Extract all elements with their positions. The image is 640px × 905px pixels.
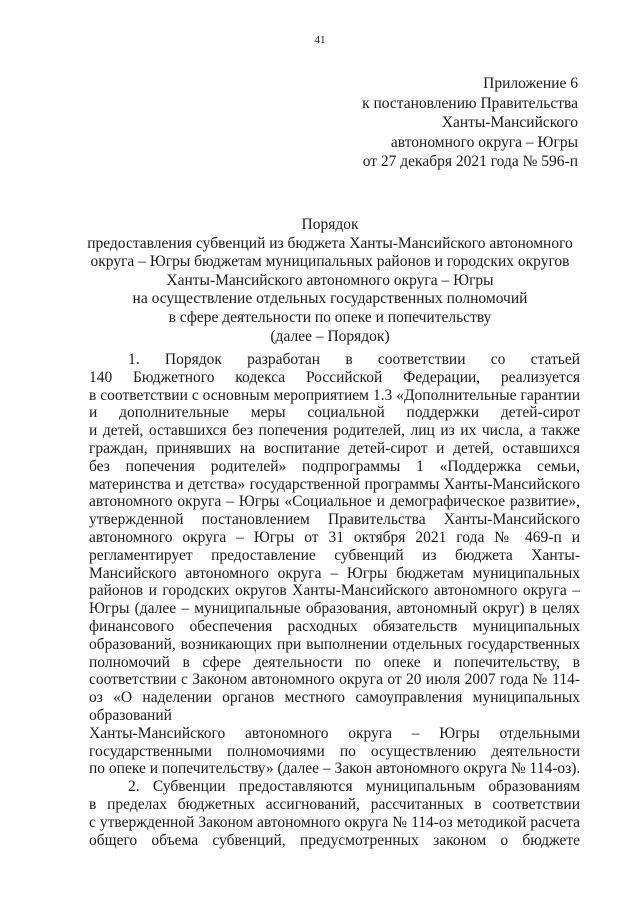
text-line: Ханты-Мансийского автономного округа – Югры отдельными (89, 724, 580, 742)
text-line: автономного округа – Югры «Социальное и демографическое развитие», (89, 493, 580, 511)
title-line: (далее – Порядок) (270, 327, 390, 345)
text-line: государственными полномочиями по осуществлению деятельности (89, 742, 580, 760)
text-line: регламентирует предоставление субвенций из бюджета Ханты- (89, 546, 580, 564)
text-line: полномочий в сфере деятельности по опеке и попечительству, в (89, 653, 580, 671)
title-line: Порядок (301, 216, 359, 233)
text-line: и детей, оставшихся без попечения родителей, лиц из их числа, а также (89, 422, 580, 440)
text-line: оз «О наделении органов местного самоуправления муниципальных (89, 689, 580, 707)
text-line: Югры (далее – муниципальные образования, автономный округ) в целях (89, 600, 580, 618)
text-line: без попечения родителей» подпрограммы 1 «Поддержка семьи, (89, 457, 580, 475)
text-line: образований (89, 706, 172, 724)
text-line: утвержденной постановлением Правительства Ханты-Мансийского (89, 511, 580, 529)
text-line: районов и городских округов Ханты-Мансийского автономного округа – (89, 582, 580, 600)
text-line: и дополнительные меры социальной поддержки детей-сирот (89, 404, 580, 422)
text-line: соответствии с Законом автономного округа от 20 июля 2007 года № 114- (89, 671, 580, 689)
text-line: образований, возникающих при выполнении отдельных государственных (89, 635, 580, 653)
text-line: граждан, принявших на воспитание детей-сирот и детей, оставшихся (89, 439, 580, 457)
text-line: 2. Субвенции предоставляются муниципальным образованиям (128, 778, 580, 796)
text-line: в соответствии с основным мероприятием 1.3 «Дополнительные гарантии (89, 386, 580, 404)
title-line: на осуществление отдельных государственных полномочий (132, 290, 528, 308)
appendix-line: к постановлению Правительства (362, 94, 578, 112)
appendix-header (362, 74, 578, 172)
paragraph-1 (89, 351, 580, 778)
text-line: по опеке и попечительству» (далее – Закон автономного округа № 114-оз). (89, 760, 580, 778)
title-line: Ханты-Мансийского автономного округа – Югры (166, 271, 494, 289)
appendix-line: автономного округа – Югры (390, 133, 578, 151)
appendix-line: от 27 декабря 2021 года № 596-п (362, 153, 578, 170)
text-line: Мансийского автономного округа – Югры бюджетам муниципальных (89, 564, 580, 582)
title-line: в сфере деятельности по опеке и попечительству (168, 308, 492, 326)
text-line: 140 Бюджетного кодекса Российской Федерации, реализуется (89, 368, 580, 386)
text-line: в пределах бюджетных ассигнований, рассчитанных в соответствии (89, 795, 580, 813)
title-line: предоставления субвенций из бюджета Ханты-Мансийского автономного (87, 234, 573, 252)
text-line: автономного округа – Югры от 31 октября 2021 года № 469-п и (89, 528, 580, 546)
text-line: 1. Порядок разработан в соответствии со статьей (128, 351, 580, 368)
text-line: общего объема субвенций, предусмотренных законом о бюджете (89, 831, 580, 849)
document-title (60, 216, 600, 346)
document-body (89, 351, 580, 849)
page-number: 41 (314, 34, 326, 46)
paragraph-2 (89, 778, 580, 849)
text-line: финансового обеспечения расходных обязательств муниципальных (89, 617, 580, 635)
appendix-line: Приложение 6 (483, 75, 578, 92)
text-line: с утвержденной Законом автономного округа № 114-оз методикой расчета (89, 813, 580, 831)
text-line: материнства и детства» государственной программы Ханты-Мансийского (89, 475, 580, 493)
title-line: округа – Югры бюджетам муниципальных районов и городских округов (90, 253, 570, 271)
appendix-line: Ханты-Мансийского (441, 114, 578, 131)
